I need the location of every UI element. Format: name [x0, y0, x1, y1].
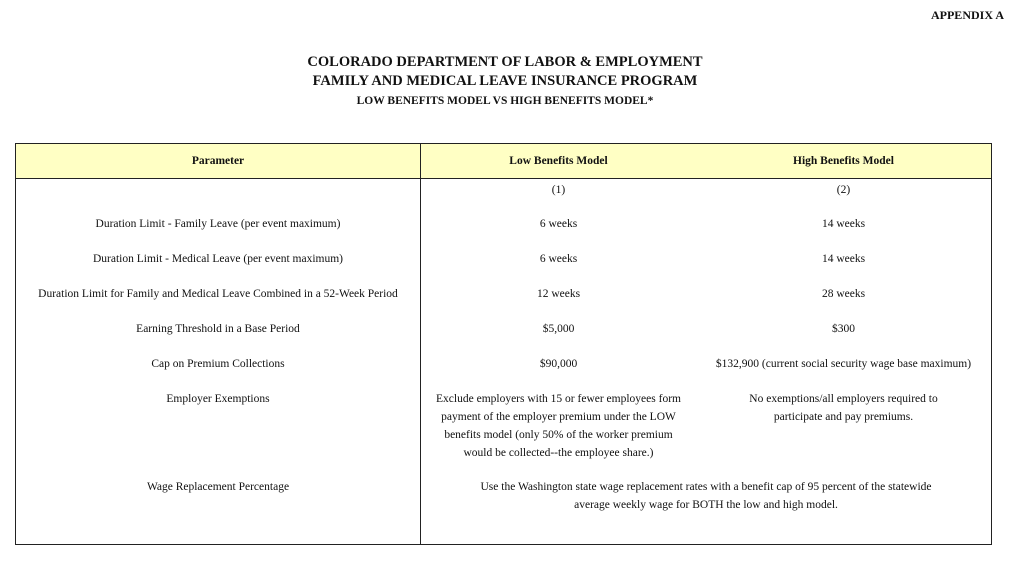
- wage-replacement-line: Use the Washington state wage replacement rates with a benefit cap of 95 percent of the statewide: [480, 481, 932, 493]
- wage-replacement-line: average weekly wage for BOTH the low and high model.: [574, 499, 838, 511]
- appendix-label: APPENDIX A: [930, 8, 1004, 22]
- col-number-high: (2): [836, 184, 851, 196]
- exemptions-low-line: benefits model (only 50% of the worker premium: [444, 429, 673, 441]
- comparison-table: [15, 143, 992, 545]
- row-family-leave-low: 6 weeks: [539, 218, 578, 230]
- exemptions-low-line: Exclude employers with 15 or fewer employees form: [436, 393, 681, 405]
- row-medical-leave-param: Duration Limit - Medical Leave (per event maximum): [92, 253, 344, 265]
- row-earning-threshold-param: Earning Threshold in a Base Period: [136, 323, 300, 335]
- exemptions-low-line: would be collected--the employee share.): [463, 447, 654, 459]
- row-combined-leave-high: 28 weeks: [821, 288, 866, 300]
- row-combined-leave-param: Duration Limit for Family and Medical Leave Combined in a 52-Week Period: [38, 288, 398, 300]
- row-premium-cap-low: $90,000: [539, 358, 578, 370]
- row-employer-exemptions-param: Employer Exemptions: [166, 393, 270, 405]
- row-employer-exemptions-high: [696, 390, 991, 426]
- row-premium-cap-high: $132,900 (current social security wage base maximum): [715, 358, 972, 370]
- row-employer-exemptions-low: [421, 390, 696, 462]
- row-premium-cap-param: Cap on Premium Collections: [151, 358, 285, 370]
- subtitle: LOW BENEFITS MODEL VS HIGH BENEFITS MODEL*: [356, 95, 654, 107]
- header-low-benefits: Low Benefits Model: [509, 155, 608, 167]
- row-wage-replacement-value: [421, 478, 991, 514]
- table-header-row: [16, 144, 991, 179]
- row-earning-threshold-high: $300: [832, 323, 855, 335]
- row-medical-leave-low: 6 weeks: [539, 253, 578, 265]
- row-earning-threshold-low: $5,000: [542, 323, 575, 335]
- title-line-1: COLORADO DEPARTMENT OF LABOR & EMPLOYMENT: [307, 54, 703, 70]
- row-wage-replacement-param: Wage Replacement Percentage: [146, 481, 290, 493]
- header-high-benefits: High Benefits Model: [793, 155, 894, 167]
- row-family-leave-high: 14 weeks: [821, 218, 866, 230]
- row-medical-leave-high: 14 weeks: [821, 253, 866, 265]
- col-number-low: (1): [551, 184, 566, 196]
- header-parameter: Parameter: [191, 155, 245, 167]
- exemptions-low-line: payment of the employer premium under the LOW: [441, 411, 676, 423]
- title-line-2: FAMILY AND MEDICAL LEAVE INSURANCE PROGRAM: [312, 73, 698, 89]
- row-family-leave-param: Duration Limit - Family Leave (per event maximum): [95, 218, 341, 230]
- exemptions-high-line: No exemptions/all employers required to: [749, 393, 938, 405]
- document-title-block: [0, 53, 1010, 110]
- exemptions-high-line: participate and pay premiums.: [773, 411, 914, 423]
- row-combined-leave-low: 12 weeks: [536, 288, 581, 300]
